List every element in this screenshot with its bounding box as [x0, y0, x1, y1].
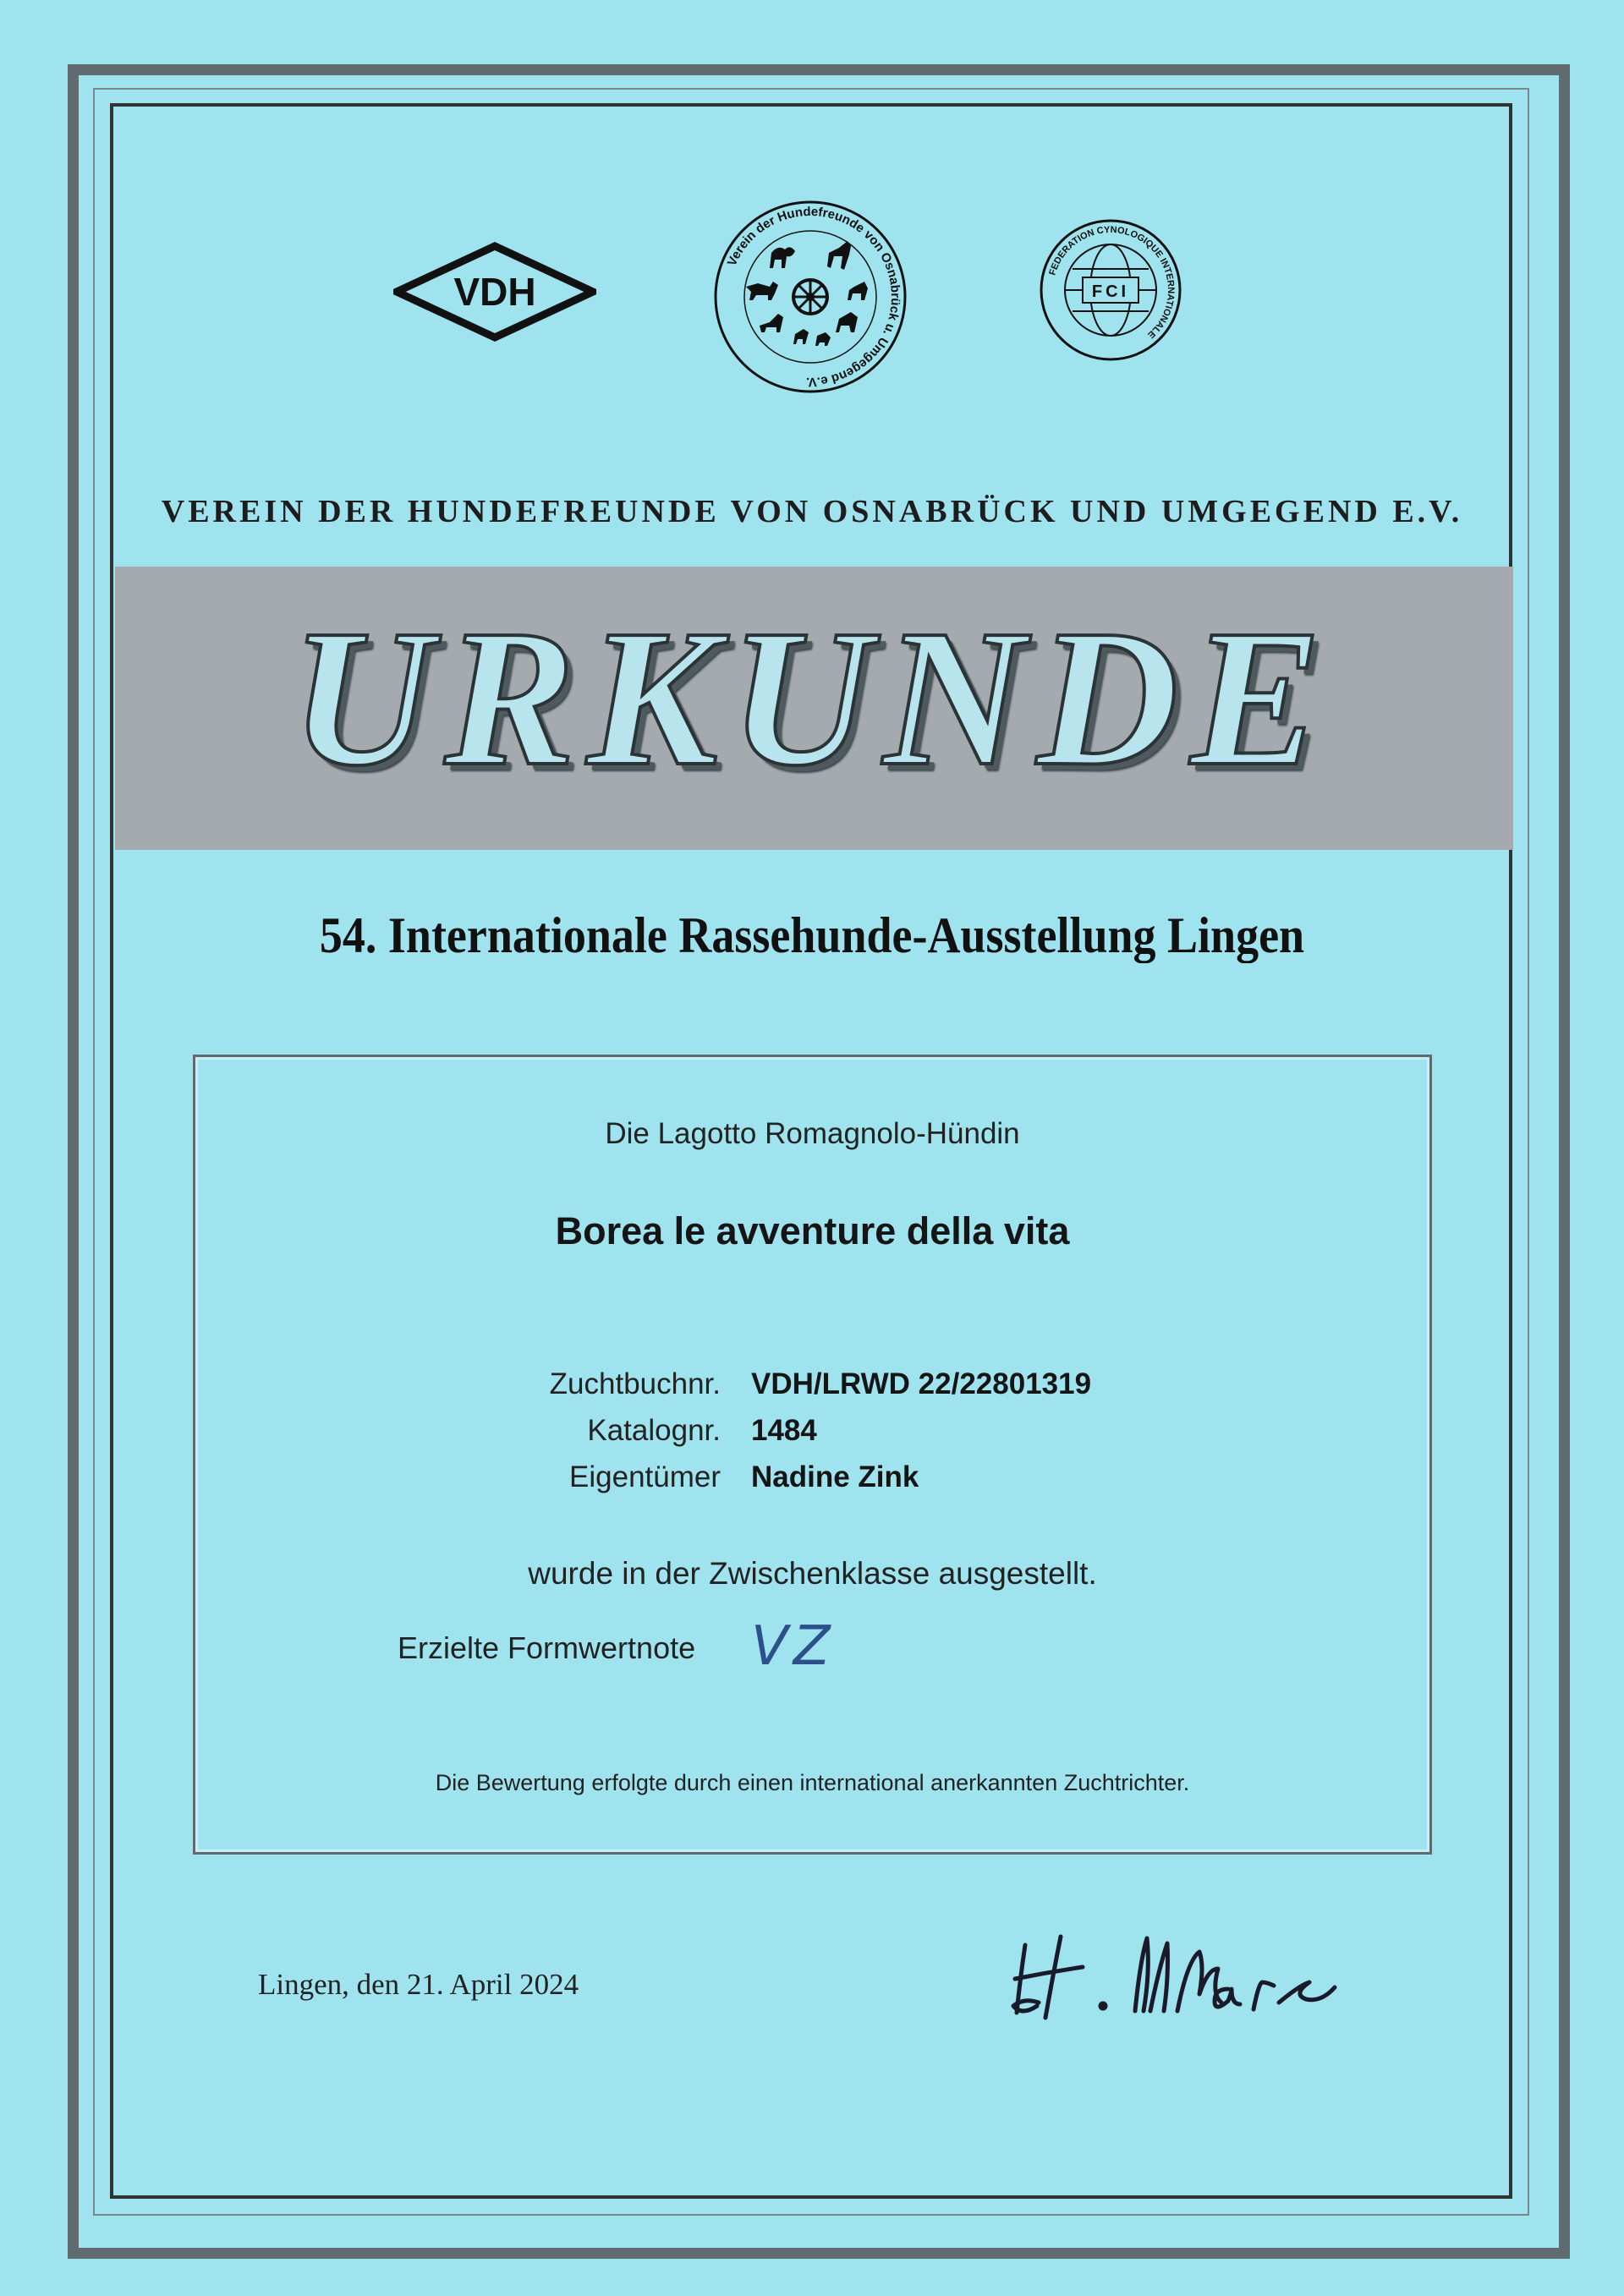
- signature: [1008, 1911, 1380, 2038]
- owner-label: Eigentümer: [569, 1460, 721, 1493]
- grade-label: Erzielte Formwertnote: [398, 1630, 696, 1665]
- studbook-value: VDH/LRWD 22/22801319: [751, 1367, 1092, 1400]
- catalog-value: 1484: [751, 1414, 817, 1447]
- judge-note: Die Bewertung erfolgte durch einen international anerkannten Zuchtrichter.: [435, 1770, 1190, 1795]
- studbook-label: Zuchtbuchnr.: [549, 1367, 721, 1400]
- vdh-logo: [393, 241, 596, 342]
- owner-value: Nadine Zink: [751, 1460, 919, 1493]
- details-box: [193, 1055, 1432, 1855]
- catalog-label: Katalognr.: [587, 1414, 721, 1447]
- class-line: wurde in der Zwischenklasse ausgestellt.: [528, 1556, 1097, 1591]
- event-title: 54. Internationale Rassehunde-Ausstellung Lingen: [319, 907, 1305, 963]
- breed-line: Die Lagotto Romagnolo-Hündin: [605, 1117, 1020, 1150]
- certificate-title: URKUNDE: [290, 589, 1334, 807]
- dog-name: Borea le avventure della vita: [555, 1209, 1070, 1252]
- grade-value: VZ: [751, 1615, 836, 1678]
- fci-logo-text: FCI: [1091, 282, 1130, 301]
- organization-name: VEREIN DER HUNDEFREUNDE VON OSNABRÜCK UND UMGEGEND E.V.: [161, 494, 1463, 529]
- vdh-logo-text: VDH: [453, 270, 536, 314]
- dog-club-seal-icon: [712, 199, 908, 395]
- club-seal-ring-text: Verein der Hundefreunde von Osnabrück u. Umgegend e.V.: [724, 204, 903, 390]
- fci-logo: [1039, 218, 1182, 362]
- place-date: Lingen, den 21. April 2024: [258, 1968, 579, 2001]
- fci-ring-text: FEDERATION CYNOLOGIQUE INTERNATIONALE: [1047, 224, 1177, 341]
